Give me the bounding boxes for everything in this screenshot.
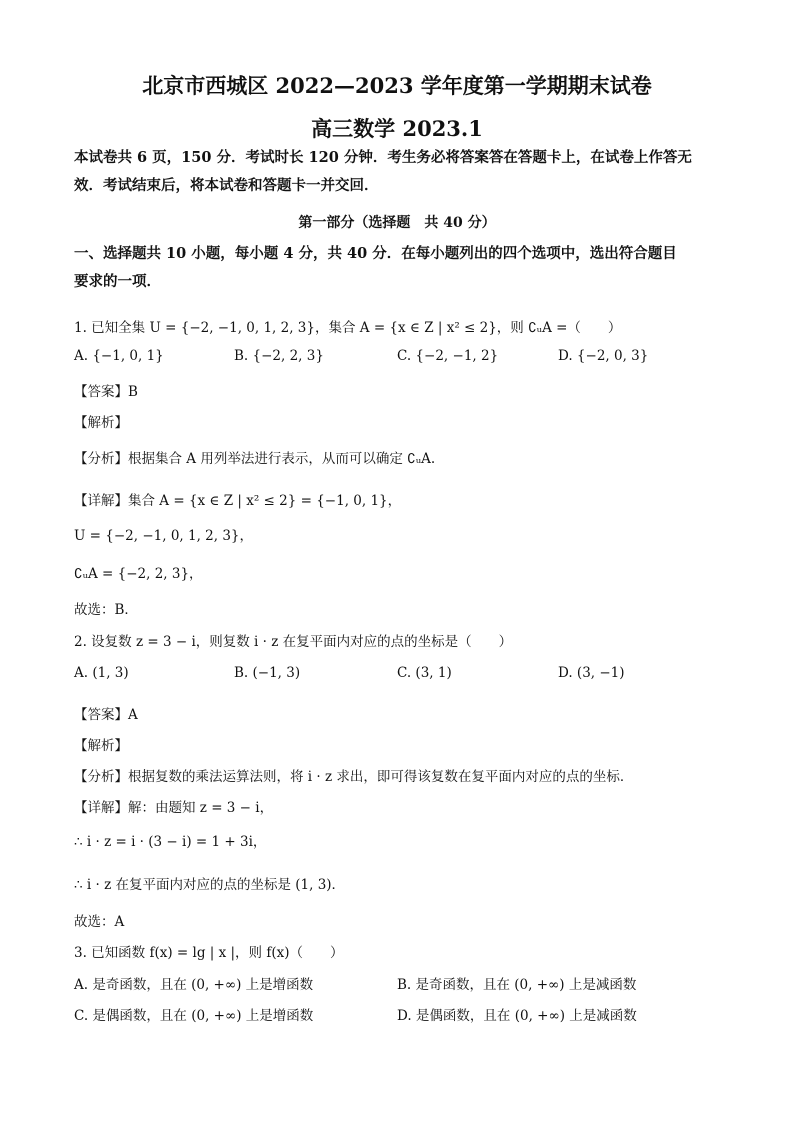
section-title: 第一部分（选择题 共 40 分） (298, 215, 496, 231)
section-instruction (74, 240, 724, 296)
question-2-analysis-tag: 【解析】 (74, 738, 128, 754)
intro-line-1: 本试卷共 6 页，150 分．考试时长 120 分钟．考生务必将答案答在答题卡上，在试卷上作答无 (74, 149, 692, 166)
question-1-option-b: B. {−2, 2, 3} (234, 348, 324, 364)
question-2-analysis: 【分析】根据复数的乘法运算法则，将 i · z 求出，即可得该复数在复平面内对应的点的坐标． (74, 769, 634, 785)
question-1-answer: 【答案】B (74, 384, 138, 400)
question-2-detail-1: 【详解】解：由题知 z = 3 − i， (74, 800, 274, 816)
instruction-line-1: 一、选择题共 10 小题，每小题 4 分，共 40 分．在每小题列出的四个选项中，选出符合题目 (74, 245, 677, 262)
question-1-analysis-tag: 【解析】 (74, 415, 128, 431)
question-2-answer: 【答案】A (74, 707, 138, 723)
question-3-option-a: A. 是奇函数，且在 (0, +∞) 上是增函数 (74, 977, 314, 993)
question-1-detail-4: 故选：B． (74, 602, 138, 618)
question-3-option-b: B. 是奇函数，且在 (0, +∞) 上是减函数 (397, 977, 637, 993)
question-1-detail-2: U = {−2, −1, 0, 1, 2, 3}， (74, 528, 254, 544)
question-1-stem: 1. 已知全集 U = {−2, −1, 0, 1, 2, 3}，集合 A = {x ∈ Z | x² ≤ 2}，则 ∁ᵤA =（ ） (74, 320, 622, 336)
question-1-analysis: 【分析】根据集合 A 用列举法进行表示，从而可以确定 ∁ᵤA. (74, 451, 436, 467)
question-1-option-a: A. {−1, 0, 1} (74, 348, 164, 364)
question-2-option-c: C. (3, 1) (397, 665, 452, 681)
question-2-detail-4: 故选：A (74, 914, 125, 930)
question-1-detail-3: ∁ᵤA = {−2, 2, 3}， (74, 566, 203, 582)
question-2-stem: 2. 设复数 z = 3 − i，则复数 i · z 在复平面内对应的点的坐标是（ ） (74, 634, 513, 650)
question-2-detail-2: ∴ i · z = i · (3 − i) = 1 + 3i， (74, 834, 267, 850)
question-1-option-d: D. {−2, 0, 3} (558, 348, 649, 364)
question-1-detail-1: 【详解】集合 A = {x ∈ Z | x² ≤ 2} = {−1, 0, 1}， (74, 493, 402, 509)
exam-intro (74, 144, 724, 200)
intro-line-2: 效．考试结束后，将本试卷和答题卡一并交回． (74, 177, 379, 194)
question-2-option-b: B. (−1, 3) (234, 665, 301, 681)
question-2-option-d: D. (3, −1) (558, 665, 625, 681)
exam-subtitle: 高三数学 2023.1 (311, 116, 483, 141)
question-1-option-c: C. {−2, −1, 2} (397, 348, 499, 364)
exam-title: 北京市西城区 2022—2023 学年度第一学期期末试卷 (142, 73, 652, 98)
question-3-option-d: D. 是偶函数，且在 (0, +∞) 上是减函数 (397, 1008, 637, 1024)
instruction-line-2: 要求的一项． (74, 273, 161, 290)
question-3-stem: 3. 已知函数 f(x) = lg | x |，则 f(x)（ ） (74, 945, 344, 961)
question-2-option-a: A. (1, 3) (74, 665, 129, 681)
question-3-option-c: C. 是偶函数，且在 (0, +∞) 上是增函数 (74, 1008, 314, 1024)
question-2-detail-3: ∴ i · z 在复平面内对应的点的坐标是 (1, 3)． (74, 877, 346, 893)
